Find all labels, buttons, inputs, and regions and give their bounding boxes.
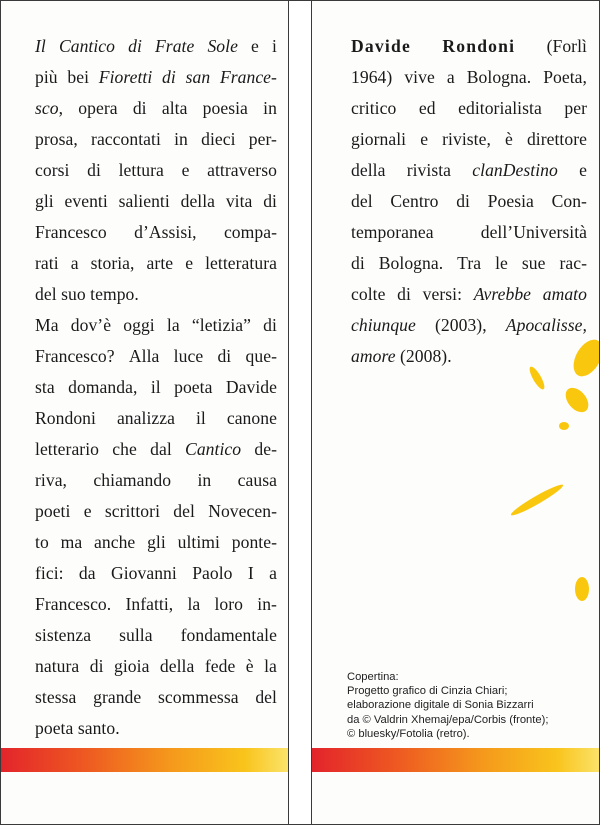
text-run: Francesco: [35, 222, 107, 242]
text-run: prosa,: [35, 129, 78, 149]
text-run: le: [495, 253, 508, 273]
text-run: la: [264, 656, 277, 676]
text-run: Con-: [551, 191, 587, 211]
text-run: editorialista: [458, 98, 542, 118]
text-run: que-: [245, 346, 277, 366]
text-run: sco: [35, 98, 59, 118]
text-run: Frate: [155, 36, 195, 56]
text-run: e: [181, 160, 190, 180]
text-run: eventi: [64, 191, 108, 211]
text-run: e: [251, 36, 259, 56]
text-run: bei: [67, 67, 90, 87]
text-run: di: [89, 656, 104, 676]
text-run: dov’è: [70, 315, 112, 335]
text-run: Novecen-: [208, 501, 277, 521]
text-run: Rondoni: [35, 408, 96, 428]
text-run: tempo.: [90, 284, 139, 304]
text-run: in: [197, 470, 212, 490]
text-run: salienti: [118, 191, 170, 211]
text-run: scommessa: [158, 687, 239, 707]
text-run: gioia: [114, 656, 150, 676]
text-run: Apocalisse,: [505, 315, 587, 335]
text-run: Bologna.: [378, 253, 444, 273]
credits-line: Progetto grafico di Cinzia Chiari;: [347, 685, 508, 698]
text-run: sue: [521, 253, 546, 273]
credits-line: Copertina:: [347, 671, 399, 683]
text-run: in-: [257, 594, 277, 614]
text-run: gli: [147, 532, 166, 552]
text-run: temporanea: [351, 222, 434, 242]
text-run: poesia: [202, 98, 248, 118]
text-run: grande: [93, 687, 142, 707]
text-run: giornali: [351, 129, 407, 149]
text-run: di: [397, 284, 411, 304]
text-run: per: [564, 98, 587, 118]
text-run: di: [351, 253, 365, 273]
text-run: suo: [61, 284, 86, 304]
text-run: anche: [94, 532, 136, 552]
text-run: rivista: [406, 160, 452, 180]
text-run: rac-: [559, 253, 587, 273]
text-run: versi:: [422, 284, 463, 304]
text-run: Avrebbe: [473, 284, 532, 304]
text-run: Cantico: [185, 439, 242, 459]
text-run: poeta: [174, 377, 213, 397]
text-run: Davide: [225, 377, 277, 397]
text-run: opera: [78, 98, 118, 118]
text-run: e: [579, 160, 587, 180]
text-run: letterario: [35, 439, 99, 459]
text-run: in: [174, 129, 188, 149]
text-run: alta: [161, 98, 188, 118]
text-run: il: [150, 377, 161, 397]
text-run: corsi: [35, 160, 70, 180]
text-run: riva,: [35, 470, 68, 490]
text-run: del: [351, 191, 373, 211]
text-run: Sole: [207, 36, 238, 56]
text-run: della: [159, 656, 195, 676]
text-run: Cantico: [58, 36, 116, 56]
text-run: 1964): [351, 67, 393, 87]
text-run: arte: [146, 253, 174, 273]
text-run: ultimi: [177, 532, 220, 552]
text-run: amato: [542, 284, 587, 304]
text-run: riviste,: [442, 129, 491, 149]
text-run: stessa: [35, 687, 77, 707]
text-run: del: [255, 687, 277, 707]
text-run: domanda,: [68, 377, 138, 397]
text-run: ma: [60, 532, 83, 552]
text-run: chiamando: [93, 470, 172, 490]
text-run: ed: [418, 98, 436, 118]
text-run: causa: [237, 470, 277, 490]
text-run: del: [35, 284, 57, 304]
text-run: la: [166, 315, 180, 335]
text-run: e: [420, 129, 429, 149]
text-run: a: [70, 253, 79, 273]
text-run: di: [263, 191, 277, 211]
text-run: compa-: [223, 222, 277, 242]
text-run: santo.: [77, 718, 120, 738]
text-run: luce: [173, 346, 204, 366]
text-run: Poesia: [487, 191, 534, 211]
text-run: (2003),: [435, 315, 487, 335]
text-run: poeti: [35, 501, 71, 521]
text-run: Fioretti: [98, 67, 153, 87]
text-run: to: [35, 532, 49, 552]
text-run: natura: [35, 656, 80, 676]
text-run: amore: [351, 346, 396, 366]
author-name: Davide: [351, 36, 411, 56]
text-run: sulla: [119, 625, 153, 645]
text-run: che: [112, 439, 137, 459]
text-run: san: [185, 67, 211, 87]
text-run: fede: [204, 656, 236, 676]
text-run: della: [180, 191, 216, 211]
text-run: raccontati: [91, 129, 161, 149]
text-run: la: [187, 594, 201, 614]
text-run: più: [35, 67, 58, 87]
text-run: Poeta,: [543, 67, 587, 87]
credits-line: © bluesky/Fotolia (retro).: [347, 727, 470, 740]
text-run: France-: [219, 67, 277, 87]
text-run: Centro: [390, 191, 439, 211]
text-run: di: [128, 36, 142, 56]
text-run: fici:: [35, 563, 64, 583]
text-run: dal: [150, 439, 172, 459]
text-run: Tra: [457, 253, 482, 273]
text-run: il: [195, 408, 206, 428]
text-run: Bologna.: [466, 67, 532, 87]
text-run: scrittori: [104, 501, 161, 521]
text-run: (2008).: [400, 346, 452, 366]
text-run: è: [245, 656, 254, 676]
text-run: Infatti,: [125, 594, 174, 614]
text-run: direttore: [526, 129, 587, 149]
text-run: di: [456, 191, 470, 211]
text-run: Francesco.: [35, 594, 112, 614]
text-run: oggi: [123, 315, 155, 335]
text-run: (Forlì: [546, 36, 587, 56]
text-run: della: [351, 160, 386, 180]
credits-line: elaborazione digitale di Sonia Bizzarri: [347, 699, 534, 712]
credits-line: da © Valdrin Xhemaj/epa/Corbis (fronte);: [347, 713, 549, 726]
text-run: da: [78, 563, 96, 583]
text-run: i: [271, 36, 277, 56]
text-run: critico: [351, 98, 397, 118]
text-run: clanDestino: [472, 160, 558, 180]
text-run: dell’Università: [480, 222, 587, 242]
text-run: lettura: [118, 160, 164, 180]
text-run: Paolo: [192, 563, 233, 583]
text-run: Ma: [35, 315, 59, 335]
text-run: canone: [226, 408, 277, 428]
text-run: sistenza: [35, 625, 92, 645]
text-run: sta: [35, 377, 55, 397]
text-run: letteratura: [205, 253, 277, 273]
text-run: gli: [35, 191, 54, 211]
author-name: Rondoni: [442, 36, 516, 56]
text-run: di: [87, 160, 101, 180]
text-run: a: [446, 67, 455, 87]
text-run: dieci: [201, 129, 236, 149]
text-run: in: [263, 98, 277, 118]
text-run: de-: [254, 439, 277, 459]
text-run: chiunque: [351, 315, 416, 335]
text-run: rati: [35, 253, 59, 273]
text-run: I: [247, 563, 254, 583]
text-run: loro: [214, 594, 244, 614]
text-run: è: [505, 129, 513, 149]
text-run: di: [162, 67, 176, 87]
text-run: vita: [225, 191, 253, 211]
text-run: d’Assisi,: [134, 222, 197, 242]
text-run: ponte-: [231, 532, 277, 552]
text-run: fondamentale: [180, 625, 277, 645]
text-run: Il: [35, 36, 46, 56]
text-run: e: [185, 253, 194, 273]
text-run: colte: [351, 284, 386, 304]
text-run: di: [132, 98, 147, 118]
text-run: Francesco?: [35, 346, 115, 366]
text-run: storia,: [90, 253, 135, 273]
text-run: poeta: [35, 718, 74, 738]
text-run: a: [269, 563, 277, 583]
text-run: attraverso: [207, 160, 277, 180]
text-run: di: [217, 346, 232, 366]
text-run: ,: [58, 98, 64, 118]
text-run: analizza: [116, 408, 175, 428]
text-run: per-: [248, 129, 277, 149]
text-run: e: [83, 501, 92, 521]
text-run: Giovanni: [110, 563, 177, 583]
text-run: Alla: [128, 346, 160, 366]
text-run: “letizia”: [191, 315, 251, 335]
text-run: di: [263, 315, 277, 335]
text-run: vive: [404, 67, 435, 87]
text-run: del: [173, 501, 195, 521]
